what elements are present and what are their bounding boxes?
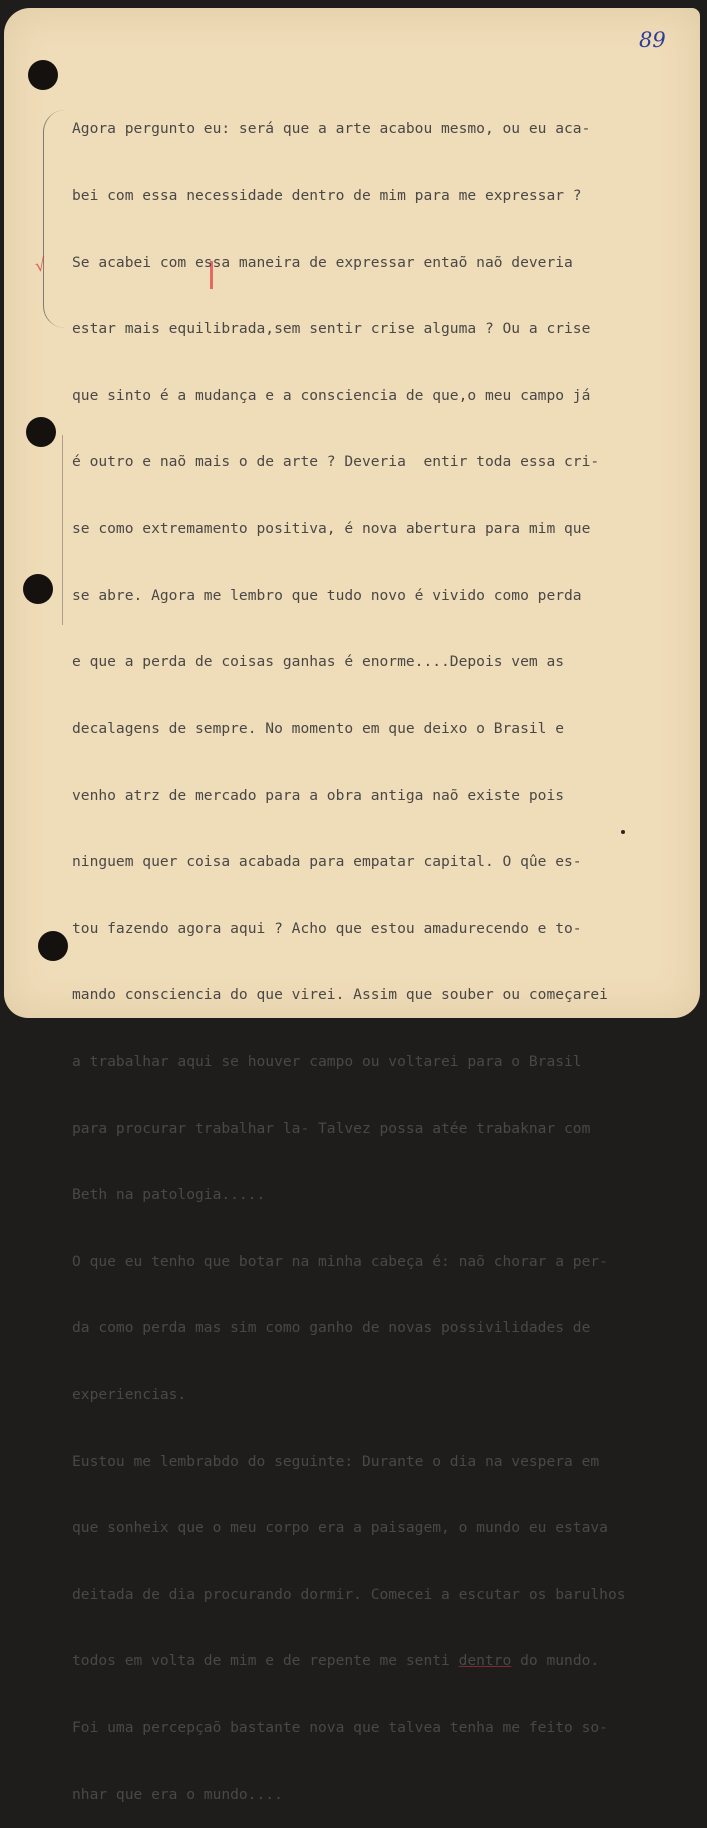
text-line-24-after: do mundo. bbox=[511, 1652, 600, 1670]
margin-pencil-line bbox=[62, 435, 63, 625]
text-line-14: mando consciencia do que virei. Assim que souber ou começarei bbox=[72, 986, 608, 1004]
text-line-12: ninguem quer coisa acabada para empatar capital. O qûe es- bbox=[72, 853, 582, 871]
underlined-word-dentro: dentro bbox=[458, 1652, 512, 1670]
text-line-24 bbox=[72, 1650, 702, 1672]
text-line-25: Foi uma percepçaõ bastante nova que talvea tenha me feito so- bbox=[72, 1719, 608, 1737]
text-line-7: se como extremamento positiva, é nova abertura para mim que bbox=[72, 520, 591, 538]
margin-bracket-mark bbox=[43, 110, 68, 328]
punch-hole-bottom bbox=[38, 931, 68, 961]
text-line-8: se abre. Agora me lembro que tudo novo é vivido como perda bbox=[72, 586, 582, 604]
punch-hole-top bbox=[28, 60, 58, 90]
text-line-26: nhar que era o mundo.... bbox=[72, 1785, 283, 1803]
text-line-19: da como perda mas sim como ganho de novas possivilidades de bbox=[72, 1319, 591, 1337]
text-line-2: bei com essa necessidade dentro de mim para me expressar ? bbox=[72, 187, 582, 205]
text-line-6: é outro e naõ mais o de arte ? Deveria entir toda essa cri- bbox=[72, 453, 600, 471]
text-line-16: para procurar trabalhar la- Talvez possa atée trabaknar com bbox=[72, 1119, 591, 1137]
text-line-23: deitada de dia procurando dormir. Comecei a escutar os barulhos bbox=[72, 1585, 626, 1603]
text-line-21: Eustou me lembrabdo do seguinte: Durante o dia na vespera em bbox=[72, 1452, 600, 1470]
text-line-5: que sinto é a mudança e a consciencia de que,o meu campo já bbox=[72, 386, 591, 404]
text-line-18: O que eu tenho que botar na minha cabeça é: naõ chorar a per- bbox=[72, 1252, 608, 1270]
text-line-22: que sonheix que o meu corpo era a paisagem, o mundo eu estava bbox=[72, 1519, 608, 1537]
text-line-24-before: todos em volta de mim e de repente me senti bbox=[72, 1652, 459, 1670]
text-line-20: experiencias. bbox=[72, 1385, 187, 1403]
red-check-mark-icon: √ bbox=[33, 255, 48, 277]
text-line-13: tou fazendo agora aqui ? Acho que estou amadurecendo e to- bbox=[72, 919, 582, 937]
text-line-3: Se acabei com essa maneira de expressar entaõ naõ deveria bbox=[72, 253, 573, 271]
page-number: 89 bbox=[639, 28, 666, 52]
text-line-1: Agora pergunto eu: será que a arte acabou mesmo, ou eu aca- bbox=[72, 120, 591, 138]
punch-hole-upper-middle bbox=[26, 417, 56, 447]
typed-text-block bbox=[72, 74, 702, 1828]
text-line-17: Beth na patologia..... bbox=[72, 1186, 266, 1204]
text-line-4: estar mais equilibrada,sem sentir crise alguma ? Ou a crise bbox=[72, 320, 591, 338]
text-line-11: venho atrz de mercado para a obra antiga naõ existe pois bbox=[72, 786, 565, 804]
punch-hole-lower-middle bbox=[23, 574, 53, 604]
text-line-10: decalagens de sempre. No momento em que deixo o Brasil e bbox=[72, 719, 565, 737]
text-line-15: a trabalhar aqui se houver campo ou voltarei para o Brasil bbox=[72, 1052, 582, 1070]
text-line-9: e que a perda de coisas ganhas é enorme....Depois vem as bbox=[72, 653, 565, 671]
